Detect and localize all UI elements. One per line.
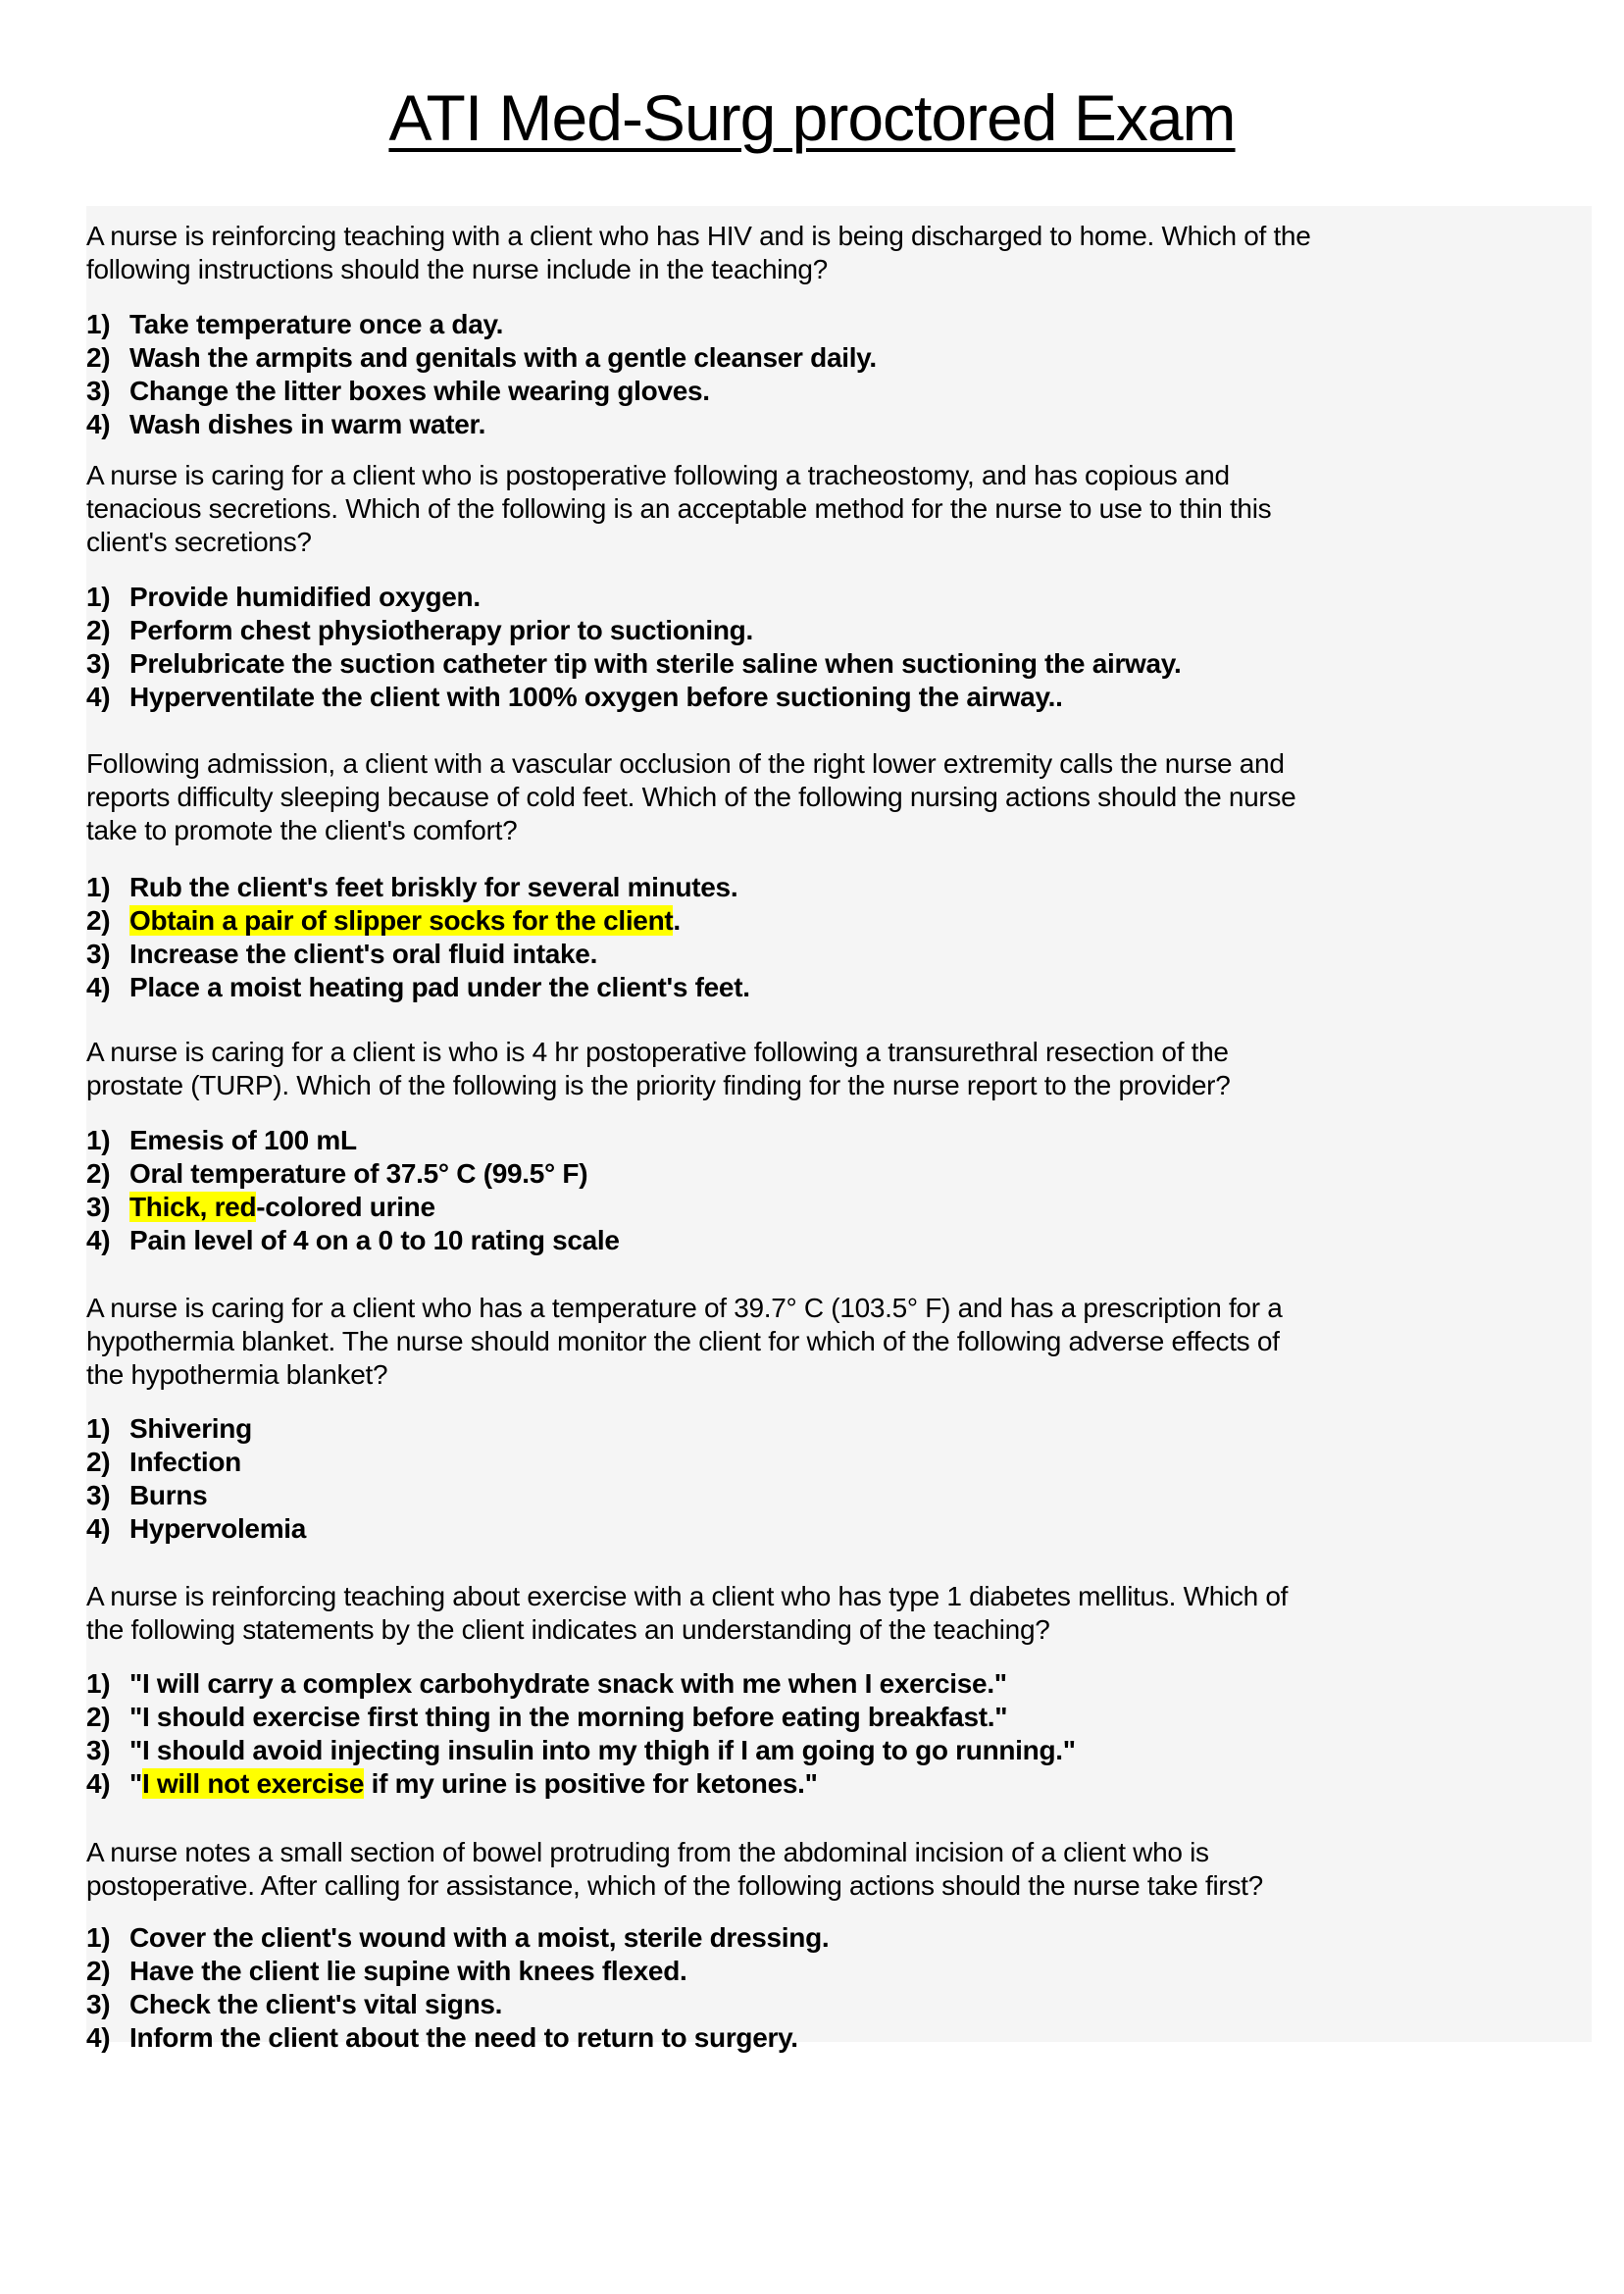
option-text: Provide humidified oxygen. bbox=[129, 582, 481, 612]
option-highlighted-text: Thick, red bbox=[129, 1192, 257, 1222]
question-stem bbox=[86, 1836, 1592, 1903]
option-text: Emesis of 100 mL bbox=[129, 1125, 357, 1155]
option-text-suffix: . bbox=[673, 905, 681, 936]
option-number: 4) bbox=[86, 1513, 111, 1544]
answer-option bbox=[86, 1479, 306, 1512]
stem-line: A nurse is caring for a client who is postoperative following a tracheostomy, and has copious and bbox=[86, 460, 1230, 490]
question-5 bbox=[86, 1292, 1592, 1544]
option-number: 2) bbox=[86, 1956, 111, 1986]
option-text: Check the client's vital signs. bbox=[129, 1989, 503, 2019]
answer-options bbox=[86, 1667, 1076, 1801]
option-number: 1) bbox=[86, 1668, 111, 1699]
option-text: "I should avoid injecting insulin into my thigh if I am going to go running." bbox=[129, 1735, 1076, 1765]
answer-option bbox=[86, 904, 750, 938]
stem-line: A nurse is caring for a client is who is 4 hr postoperative following a transurethral resection of the bbox=[86, 1037, 1229, 1067]
question-stem bbox=[86, 747, 1592, 847]
answer-option bbox=[86, 871, 750, 904]
question-stem bbox=[86, 220, 1592, 286]
option-number: 2) bbox=[86, 905, 111, 936]
answer-option bbox=[86, 1157, 620, 1191]
stem-line: reports difficulty sleeping because of cold feet. Which of the following nursing actions should the nurse bbox=[86, 782, 1296, 812]
option-number: 4) bbox=[86, 972, 111, 1002]
option-text-suffix: -colored urine bbox=[256, 1192, 435, 1222]
option-number: 3) bbox=[86, 1989, 111, 2019]
option-number: 4) bbox=[86, 1225, 111, 1255]
answer-option bbox=[86, 1955, 829, 1988]
option-text: Hypervolemia bbox=[129, 1513, 307, 1544]
question-stem bbox=[86, 1036, 1592, 1102]
answer-option bbox=[86, 614, 1181, 647]
option-text: " bbox=[129, 1768, 142, 1799]
stem-line: A nurse is caring for a client who has a temperature of 39.7° C (103.5° F) and has a prescription for a bbox=[86, 1293, 1283, 1323]
option-number: 4) bbox=[86, 409, 111, 439]
option-text: "I will carry a complex carbohydrate snack with me when I exercise." bbox=[129, 1668, 1007, 1699]
option-number: 4) bbox=[86, 1768, 111, 1799]
option-number: 3) bbox=[86, 648, 111, 679]
answer-option bbox=[86, 341, 877, 375]
answer-option bbox=[86, 1701, 1076, 1734]
answer-option bbox=[86, 681, 1181, 714]
answer-option bbox=[86, 1667, 1076, 1701]
page-title: ATI Med-Surg proctored Exam bbox=[388, 81, 1236, 154]
option-number: 3) bbox=[86, 939, 111, 969]
stem-line: prostate (TURP). Which of the following is the priority finding for the nurse report to the provider? bbox=[86, 1070, 1231, 1100]
option-number: 4) bbox=[86, 2022, 111, 2053]
option-number: 2) bbox=[86, 1158, 111, 1189]
option-text: Have the client lie supine with knees flexed. bbox=[129, 1956, 687, 1986]
option-number: 3) bbox=[86, 1480, 111, 1510]
stem-line: client's secretions? bbox=[86, 527, 312, 557]
answer-option bbox=[86, 1224, 620, 1257]
stem-line: the hypothermia blanket? bbox=[86, 1359, 388, 1390]
answer-option bbox=[86, 408, 877, 441]
option-text: Take temperature once a day. bbox=[129, 309, 504, 339]
question-6 bbox=[86, 1580, 1592, 1799]
answer-option bbox=[86, 375, 877, 408]
option-text: Prelubricate the suction catheter tip with sterile saline when suctioning the airway. bbox=[129, 648, 1182, 679]
answer-option bbox=[86, 2021, 829, 2055]
option-number: 1) bbox=[86, 1413, 111, 1444]
answer-options bbox=[86, 1412, 306, 1546]
answer-option bbox=[86, 1124, 620, 1157]
option-text: Change the litter boxes while wearing gloves. bbox=[129, 376, 710, 406]
option-number: 4) bbox=[86, 682, 111, 712]
option-text: Increase the client's oral fluid intake. bbox=[129, 939, 598, 969]
option-number: 2) bbox=[86, 615, 111, 645]
option-number: 1) bbox=[86, 582, 111, 612]
option-number: 3) bbox=[86, 1192, 111, 1222]
option-number: 2) bbox=[86, 342, 111, 373]
answer-options bbox=[86, 1124, 620, 1257]
answer-option bbox=[86, 647, 1181, 681]
option-text: Perform chest physiotherapy prior to suctioning. bbox=[129, 615, 753, 645]
question-stem bbox=[86, 1580, 1592, 1647]
answer-option bbox=[86, 938, 750, 971]
option-text: Infection bbox=[129, 1447, 241, 1477]
question-2 bbox=[86, 459, 1592, 712]
option-number: 1) bbox=[86, 309, 111, 339]
answer-option bbox=[86, 308, 877, 341]
option-text: Shivering bbox=[129, 1413, 252, 1444]
answer-options bbox=[86, 581, 1181, 714]
option-text: Hyperventilate the client with 100% oxygen before suctioning the airway.. bbox=[129, 682, 1063, 712]
option-text: Rub the client's feet briskly for several minutes. bbox=[129, 872, 738, 902]
answer-option bbox=[86, 971, 750, 1004]
question-stem bbox=[86, 1292, 1592, 1392]
option-number: 2) bbox=[86, 1447, 111, 1477]
option-number: 1) bbox=[86, 1922, 111, 1953]
option-text: Wash the armpits and genitals with a gentle cleanser daily. bbox=[129, 342, 877, 373]
option-text: Wash dishes in warm water. bbox=[129, 409, 486, 439]
option-text: Burns bbox=[129, 1480, 208, 1510]
answer-option bbox=[86, 1191, 620, 1224]
answer-option bbox=[86, 1446, 306, 1479]
stem-line: hypothermia blanket. The nurse should monitor the client for which of the following adverse effects of bbox=[86, 1326, 1280, 1356]
stem-line: A nurse is reinforcing teaching with a client who has HIV and is being discharged to home. Which of the bbox=[86, 221, 1311, 251]
answer-options bbox=[86, 1921, 829, 2055]
option-text-suffix: if my urine is positive for ketones." bbox=[364, 1768, 818, 1799]
stem-line: following instructions should the nurse include in the teaching? bbox=[86, 254, 828, 284]
answer-options bbox=[86, 871, 750, 1004]
answer-option bbox=[86, 1988, 829, 2021]
stem-line: tenacious secretions. Which of the following is an acceptable method for the nurse to use to thin this bbox=[86, 493, 1272, 524]
option-text: "I should exercise first thing in the morning before eating breakfast." bbox=[129, 1702, 1008, 1732]
answer-option bbox=[86, 1921, 829, 1955]
answer-options bbox=[86, 308, 877, 441]
option-number: 1) bbox=[86, 1125, 111, 1155]
option-highlighted-text: I will not exercise bbox=[141, 1768, 365, 1799]
question-3 bbox=[86, 747, 1592, 1002]
option-number: 2) bbox=[86, 1702, 111, 1732]
stem-line: the following statements by the client indicates an understanding of the teaching? bbox=[86, 1614, 1050, 1645]
stem-line: take to promote the client's comfort? bbox=[86, 815, 518, 845]
option-text: Oral temperature of 37.5° C (99.5° F) bbox=[129, 1158, 588, 1189]
stem-line: A nurse is reinforcing teaching about exercise with a client who has type 1 diabetes mellitus. Which of bbox=[86, 1581, 1289, 1611]
answer-option bbox=[86, 1767, 1076, 1801]
stem-line: Following admission, a client with a vascular occlusion of the right lower extremity calls the nurse and bbox=[86, 748, 1285, 779]
option-text: Pain level of 4 on a 0 to 10 rating scale bbox=[129, 1225, 620, 1255]
option-number: 3) bbox=[86, 1735, 111, 1765]
answer-option bbox=[86, 581, 1181, 614]
option-number: 1) bbox=[86, 872, 111, 902]
option-number: 3) bbox=[86, 376, 111, 406]
answer-option bbox=[86, 1512, 306, 1546]
option-text: Place a moist heating pad under the client's feet. bbox=[129, 972, 750, 1002]
question-4 bbox=[86, 1036, 1592, 1255]
question-1 bbox=[86, 220, 1592, 439]
answer-option bbox=[86, 1412, 306, 1446]
answer-option bbox=[86, 1734, 1076, 1767]
question-7 bbox=[86, 1836, 1592, 2053]
question-stem bbox=[86, 459, 1592, 559]
option-text: Cover the client's wound with a moist, sterile dressing. bbox=[129, 1922, 830, 1953]
option-highlighted-text: Obtain a pair of slipper socks for the client bbox=[129, 905, 674, 936]
stem-line: A nurse notes a small section of bowel protruding from the abdominal incision of a client who is bbox=[86, 1837, 1209, 1867]
stem-line: postoperative. After calling for assistance, which of the following actions should the nurse take first? bbox=[86, 1870, 1263, 1901]
option-text: Inform the client about the need to return to surgery. bbox=[129, 2022, 798, 2053]
